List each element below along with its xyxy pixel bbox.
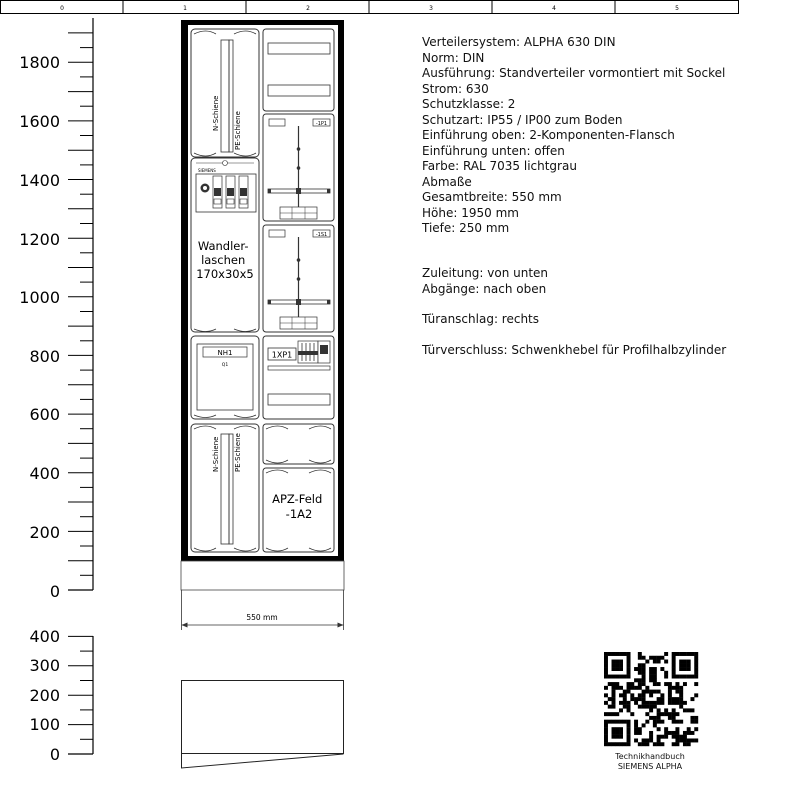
grid-label-0: 0 [60,5,64,12]
spec-line-depth: Tiefe: 250 mm [422,221,510,235]
spec-line-norm: Norm: DIN [422,50,485,65]
cabinet-plinth [181,561,344,590]
cabinet [181,20,344,590]
door-lock-line: Türverschluss: Schwenkhebel für Profilhalbzylinder [422,343,727,357]
right-meter-field-1 [263,114,334,221]
spec-line-current: Strom: 630 [422,81,489,96]
grid-label-2: 2 [306,5,310,12]
height-label-1200: 1200 [19,230,60,249]
left-top-field [191,29,259,157]
depth-label-300: 300 [29,656,60,675]
apz-label-line-2: -1A2 [285,507,313,521]
pe-busbar-label-bottom: PE-Schiene [234,433,242,472]
width-dimension-label: 550 mm [246,613,278,622]
height-label-600: 600 [29,405,60,424]
depth-scale [29,627,93,764]
wandler-label-line-2: laschen [201,253,246,267]
meter-tag-1s1: -1S1 [315,232,328,238]
right-small-field [263,424,334,464]
right-xp-field [263,336,334,419]
spec-line-system: Verteilersystem: ALPHA 630 DIN [422,35,616,49]
siemens-brand-label: SIEMENS [198,168,216,173]
height-label-400: 400 [29,464,60,483]
left-nh-field [191,336,259,419]
height-label-1000: 1000 [19,288,60,307]
spec-line-protection-type: Schutzart: IP55 / IP00 zum Boden [422,112,623,127]
door-hinge-line: Türanschlag: rechts [422,312,540,326]
spec-line-dimensions-heading: Abmaße [422,174,472,189]
wandler-label [196,239,254,281]
height-label-1800: 1800 [19,53,60,72]
apz-label-line-1: APZ-Feld [272,492,323,506]
height-label-800: 800 [29,347,60,366]
width-dimension [182,590,344,630]
spec-line-outgoing: Abgänge: nach oben [422,281,547,296]
qr-code [604,652,698,746]
grid-label-5: 5 [675,5,679,12]
nh1-label: NH1 [217,349,233,357]
grid-label-3: 3 [429,5,433,12]
connection-block [422,266,548,297]
height-scale [19,18,93,601]
height-label-1400: 1400 [19,171,60,190]
depth-label-0: 0 [49,745,60,764]
pe-busbar-label: PE-Schiene [234,111,242,150]
qr-caption [590,752,710,772]
grid-ruler [1,0,739,14]
grid-label-1: 1 [183,5,187,12]
depth-label-400: 400 [29,627,60,646]
qr-caption-line-1: Technikhandbuch [615,752,685,761]
spec-block [422,35,725,237]
depth-label-100: 100 [29,715,60,734]
n-busbar-label-bottom: N-Schiene [212,436,220,472]
n-busbar-label: N-Schiene [212,95,220,131]
left-meter-panel [191,158,259,332]
wandler-label-line-3: 170x30x5 [196,267,254,281]
height-label-1600: 1600 [19,112,60,131]
grid-label-4: 4 [552,5,556,12]
q1-label: Q1 [221,363,229,368]
spec-line-color: Farbe: RAL 7035 lichtgrau [422,159,577,173]
top-view [182,681,344,769]
spec-line-entry-top: Einführung oben: 2-Komponenten-Flansch [422,128,675,142]
right-top-field [263,29,334,111]
spec-line-supply: Zuleitung: von unten [422,266,549,280]
xp1-label: 1XP1 [271,350,293,360]
spec-line-version: Ausführung: Standverteiler vormontiert mit Sockel [422,66,726,80]
qr-caption-line-2: SIEMENS ALPHA [617,762,683,771]
depth-label-200: 200 [29,686,60,705]
left-bottom-field [191,424,259,552]
spec-line-height: Höhe: 1950 mm [422,205,519,220]
height-label-0: 0 [49,582,60,601]
height-label-200: 200 [29,523,60,542]
spec-line-protection-class: Schutzklasse: 2 [422,97,516,111]
spec-line-entry-bottom: Einführung unten: offen [422,143,565,158]
right-meter-field-2 [263,225,334,332]
meter-tag-1p1: -1P1 [315,121,328,127]
wandler-label-line-1: Wandler- [197,239,249,253]
right-apz-field [263,468,334,552]
spec-line-width: Gesamtbreite: 550 mm [422,190,562,204]
